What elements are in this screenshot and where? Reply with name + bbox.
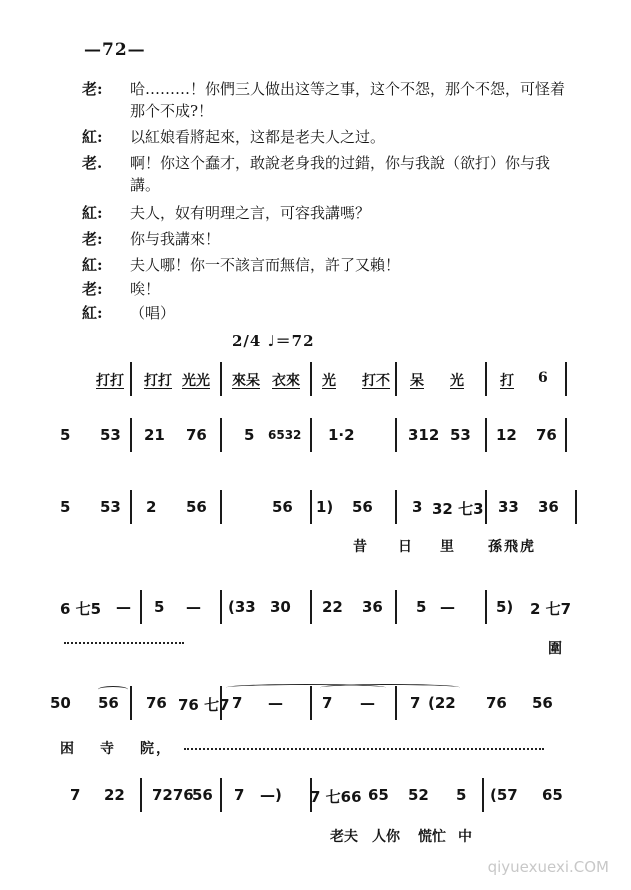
page-number: —72— [84,40,146,60]
barline [130,490,132,524]
lyric: 院， [140,741,172,757]
note-group: — [268,694,283,712]
note-group: 5 [60,426,71,444]
speaker: 老. [82,154,103,172]
barline [565,418,567,452]
lyric: 里 [440,539,456,555]
note-group: 5 [456,786,467,804]
watermark: qiyuexuexi.COM [487,858,609,876]
barline [395,490,397,524]
note-group: 32 七3 [432,500,484,518]
note-group: — [186,598,201,616]
note-group: 312 [408,426,440,444]
note-group: 65 [542,786,563,804]
dialogue-text: 夫人，奴有明理之言，可容我講嗎？ [130,204,371,222]
notation-row [60,418,580,458]
note-group: 5 [154,598,165,616]
note-group: 7 [410,694,421,712]
note-group: 52 [408,786,429,804]
notation-row [50,686,580,726]
barline [395,590,397,624]
lyric: 中 [458,829,474,845]
barline [220,418,222,452]
speaker: 老: [82,80,103,98]
note-group: 56 [272,498,293,516]
speaker: 紅: [82,304,103,322]
lyric: 慌忙 [418,829,446,845]
percussion-syllable: 呆 [410,373,424,389]
barline [485,418,487,452]
note-group: — [360,694,375,712]
note-group: 6532 [268,428,302,442]
percussion-syllable: 光 [450,373,464,389]
percussion-syllable: 6 [538,370,548,386]
percussion-syllable: 打不 [362,373,390,389]
barline [310,362,312,396]
notation-row [60,490,580,530]
note-group: 1) [316,498,334,516]
barline [565,362,567,396]
percussion-syllable: 光光 [182,373,210,389]
dialogue-line [82,78,582,124]
note-group: 36 [362,598,383,616]
percussion-syllable: 來呆 [232,373,260,389]
note-group: 7276 [152,786,194,804]
barline [130,418,132,452]
note-group: 56 [98,694,119,712]
note-group: 7 [232,694,243,712]
note-group: 56 [186,498,207,516]
barline [485,490,487,524]
note-group: 6 七5 [60,600,102,618]
percussion-syllable: 打 [500,373,514,389]
barline [130,362,132,396]
note-group: 56 [532,694,553,712]
lyric: 昔 [353,539,369,555]
note-group: 53 [100,426,121,444]
speaker: 紅: [82,128,103,146]
lyric: 孫飛虎 [488,539,536,555]
speaker: 紅: [82,256,103,274]
note-group: 7 七66 [310,788,362,806]
note-group: 22 [322,598,343,616]
note-group: 22 [104,786,125,804]
dialogue-text: 你与我講來！ [130,230,221,248]
barline [220,490,222,524]
note-group: 7 [234,786,245,804]
lyric: 日 [398,539,414,555]
note-group: 7 [70,786,81,804]
barline [395,686,397,720]
note-group: 5) [496,598,514,616]
note-group: 2 [146,498,157,516]
dialogue-text: 哈………！你們三人做出这等之事，这个不怨，那个不怨，可怪着那个不成?！ [130,80,566,120]
dotted-extension-line [184,748,544,750]
slur [98,686,128,693]
speaker: 老: [82,230,103,248]
note-group: — [116,598,131,616]
note-group: 30 [270,598,291,616]
note-group: 2 七7 [530,600,572,618]
barline [310,686,312,720]
note-group: 21 [144,426,165,444]
note-group: 76 [146,694,167,712]
slur [320,684,460,691]
notation-row [60,778,580,818]
note-group: 5 [244,426,255,444]
lyric: 老夫 [330,829,358,845]
dotted-extension-line [64,642,184,644]
barline [395,418,397,452]
note-group: 5 [416,598,427,616]
barline [140,590,142,624]
tempo-marking: 2/4 ♩＝72 [232,332,315,350]
lyric: 寺 [100,741,116,757]
dialogue-text: （唱） [130,304,176,322]
note-group: (57 [490,786,518,804]
note-group: 53 [100,498,121,516]
notation-row [60,590,580,630]
note-group: (22 [428,694,456,712]
note-group: 7 [322,694,333,712]
lyric: 困 [60,741,76,757]
lyric: 人你 [372,829,400,845]
note-group: 56 [192,786,213,804]
note-group: 56 [352,498,373,516]
lyric: 圍 [548,641,564,657]
note-group: 1·2 [328,426,355,444]
barline [485,590,487,624]
note-group: 5 [60,498,71,516]
note-group: 33 [498,498,519,516]
percussion-syllable: 打打 [96,373,124,389]
note-group: 76 [536,426,557,444]
barline [482,778,484,812]
barline [310,590,312,624]
barline [130,686,132,720]
percussion-syllable: 打打 [144,373,172,389]
note-group: 53 [450,426,471,444]
dialogue-text: 唉！ [130,280,161,298]
percussion-syllable: 光 [322,373,336,389]
note-group: 76 [186,426,207,444]
barline [485,362,487,396]
note-group: 76 [486,694,507,712]
note-group: 50 [50,694,71,712]
barline [220,778,222,812]
note-group: —) [260,786,282,804]
speaker: 紅: [82,204,103,222]
percussion-syllable: 衣來 [272,373,300,389]
barline [140,778,142,812]
barline [395,362,397,396]
barline [220,590,222,624]
barline [575,490,577,524]
note-group: 65 [368,786,389,804]
barline [220,362,222,396]
percussion-row [60,362,580,402]
note-group: 12 [496,426,517,444]
dialogue-text: 啊！你这个蠢才，敢說老身我的过錯，你与我說（欲打）你与我講。 [130,154,551,194]
note-group: 3 [412,498,423,516]
dialogue-text: 以紅娘看將起來，这都是老夫人之过。 [130,128,386,146]
barline [310,490,312,524]
note-group: 76 七7 [178,696,230,714]
speaker: 老: [82,280,103,298]
dialogue-text: 夫人哪！你一不該言而無信，許了又賴！ [130,256,401,274]
barline [310,418,312,452]
note-group: — [440,598,455,616]
note-group: 36 [538,498,559,516]
dialogue-line [82,152,582,198]
note-group: (33 [228,598,256,616]
